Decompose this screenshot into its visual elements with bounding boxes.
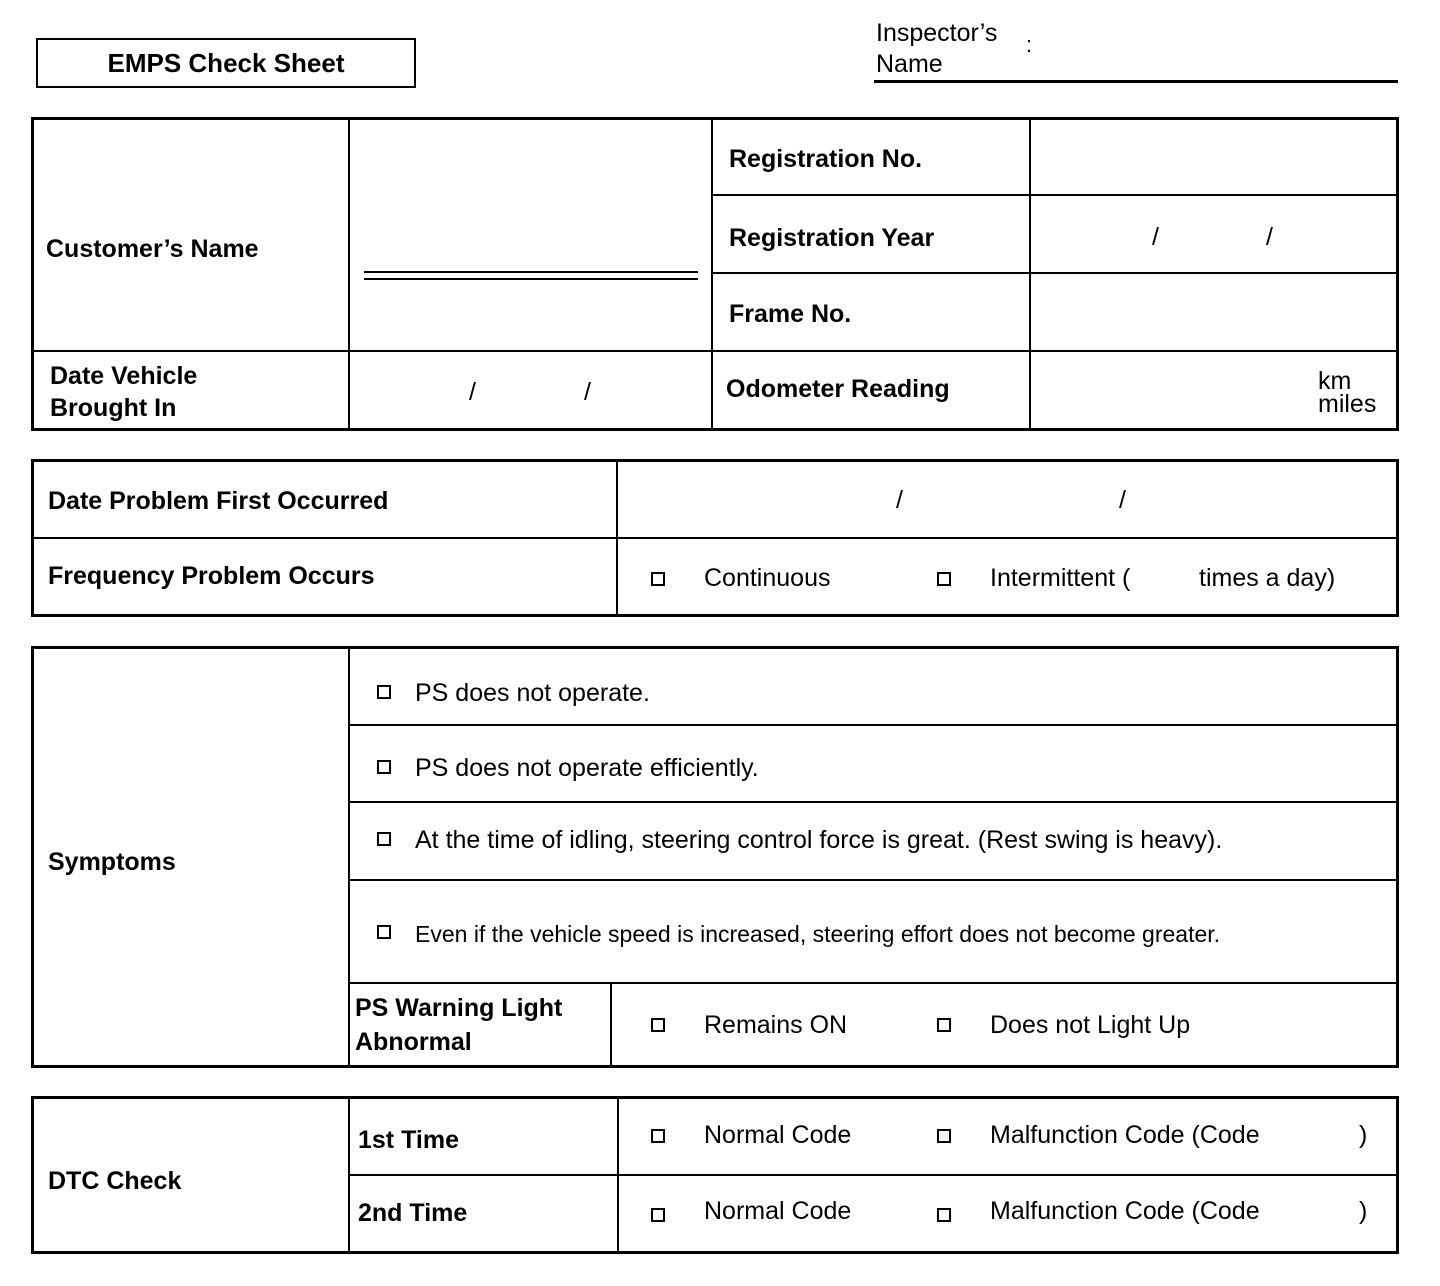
- remains-on-label: Remains ON: [704, 1011, 848, 1039]
- date-brought-in-label: [50, 360, 197, 424]
- divider: [349, 982, 1399, 984]
- normal-code-label: Normal Code: [704, 1121, 852, 1149]
- inspector-name-field[interactable]: [874, 80, 1398, 83]
- inspector-label: [876, 18, 1010, 80]
- customer-name-line: [364, 271, 698, 273]
- malfunction-code-field[interactable]: [1296, 1192, 1356, 1228]
- does-not-light-checkbox[interactable]: [937, 1018, 951, 1032]
- customer-name-field[interactable]: [352, 120, 708, 348]
- malfunction-code-close: ): [1359, 1121, 1368, 1149]
- divider: [712, 194, 1398, 196]
- divider: [349, 879, 1399, 881]
- date-first-occurred-label: Date Problem First Occurred: [48, 487, 389, 515]
- inspector-colon: :: [1026, 32, 1033, 57]
- intermittent-checkbox[interactable]: [937, 572, 951, 586]
- date-separator: /: [1119, 486, 1126, 514]
- divider: [348, 646, 350, 1068]
- date-separator: /: [1266, 223, 1273, 251]
- divider: [610, 983, 612, 1068]
- frame-no-label: Frame No.: [729, 300, 852, 328]
- divider: [348, 117, 350, 431]
- symptoms-table: [31, 646, 1399, 1068]
- malfunction-code-checkbox[interactable]: [937, 1129, 951, 1143]
- symptom-item: PS does not operate.: [415, 679, 650, 707]
- symptom-item: PS does not operate efficiently.: [415, 754, 759, 782]
- sheet-title: EMPS Check Sheet: [36, 38, 416, 88]
- customer-name-label: Customer’s Name: [46, 235, 259, 263]
- date-brought-in-label-line2: Brought In: [50, 394, 177, 422]
- times-per-day-field[interactable]: [1150, 560, 1194, 596]
- frequency-label: Frequency Problem Occurs: [48, 562, 375, 590]
- malfunction-code-field[interactable]: [1296, 1116, 1356, 1152]
- continuous-label: Continuous: [704, 564, 831, 592]
- symptom-checkbox[interactable]: [377, 760, 391, 774]
- dtc-check-label: DTC Check: [48, 1167, 182, 1195]
- symptom-checkbox[interactable]: [377, 832, 391, 846]
- divider: [712, 272, 1398, 274]
- normal-code-checkbox[interactable]: [651, 1208, 665, 1222]
- divider: [31, 350, 1399, 352]
- malfunction-code-checkbox[interactable]: [937, 1208, 951, 1222]
- symptom-checkbox[interactable]: [377, 925, 391, 939]
- registration-no-field[interactable]: [1032, 120, 1396, 193]
- date-separator: /: [584, 378, 591, 406]
- date-separator: /: [1152, 223, 1159, 251]
- registration-year-label: Registration Year: [729, 224, 935, 252]
- malfunction-code-close: ): [1359, 1197, 1368, 1225]
- date-separator: /: [896, 486, 903, 514]
- registration-year-field[interactable]: [1032, 197, 1396, 271]
- date-brought-in-label-line1: Date Vehicle: [50, 362, 198, 390]
- date-brought-in-field[interactable]: [352, 353, 708, 428]
- odometer-unit-miles: miles: [1318, 390, 1377, 418]
- inspector-label-line1: Inspector’s: [876, 19, 998, 47]
- intermittent-label: Intermittent (: [990, 564, 1131, 592]
- registration-no-label: Registration No.: [729, 145, 923, 173]
- malfunction-code-label: Malfunction Code (Code: [990, 1121, 1260, 1149]
- dtc-second-time-label: 2nd Time: [358, 1199, 468, 1227]
- warning-light-label-line1: PS Warning Light: [355, 994, 563, 1022]
- times-a-day-label: times a day): [1199, 564, 1336, 592]
- date-first-occurred-field[interactable]: [620, 462, 1396, 536]
- warning-light-label-line2: Abnormal: [355, 1028, 472, 1056]
- odometer-unit-km: km: [1318, 367, 1352, 395]
- symptom-item: Even if the vehicle speed is increased, steering effort does not become greater.: [415, 921, 1221, 947]
- divider: [349, 724, 1399, 726]
- divider: [349, 801, 1399, 803]
- frame-no-field[interactable]: [1032, 275, 1396, 349]
- date-separator: /: [469, 378, 476, 406]
- warning-light-label: [355, 991, 562, 1059]
- continuous-checkbox[interactable]: [651, 572, 665, 586]
- divider: [711, 117, 713, 431]
- normal-code-checkbox[interactable]: [651, 1129, 665, 1143]
- divider: [1029, 117, 1031, 431]
- malfunction-code-label: Malfunction Code (Code: [990, 1197, 1260, 1225]
- symptom-item: At the time of idling, steering control force is great. (Rest swing is heavy).: [415, 826, 1223, 854]
- symptom-checkbox[interactable]: [377, 685, 391, 699]
- inspector-label-line2: Name: [876, 50, 943, 78]
- symptoms-label: Symptoms: [48, 848, 176, 876]
- divider: [349, 1174, 1399, 1176]
- dtc-first-time-label: 1st Time: [358, 1126, 459, 1154]
- remains-on-checkbox[interactable]: [651, 1018, 665, 1032]
- customer-name-line: [364, 278, 698, 280]
- does-not-light-label: Does not Light Up: [990, 1011, 1191, 1039]
- normal-code-label: Normal Code: [704, 1197, 852, 1225]
- odometer-label: Odometer Reading: [726, 375, 950, 403]
- divider: [31, 537, 1399, 539]
